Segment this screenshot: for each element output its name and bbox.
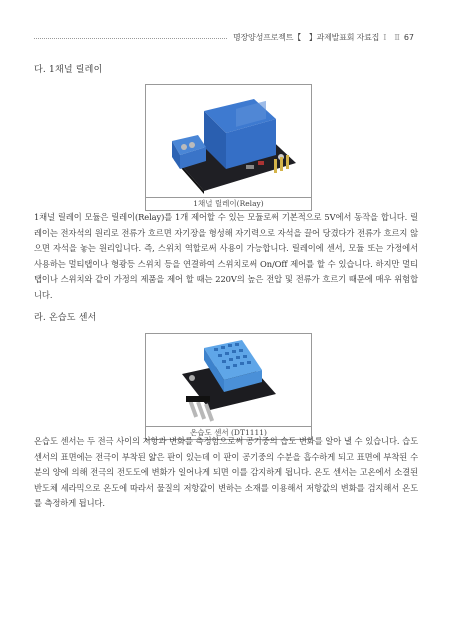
page-header	[34, 30, 414, 44]
figure-relay	[145, 84, 312, 211]
paragraph-sensor	[34, 434, 418, 512]
paragraph-relay-text: 1채널 릴레이 모듈은 릴레이(Relay)를 1개 제어할 수 있는 모듈로써 기본적으로 5V에서 동작을 합니다. 릴레이는 전자석의 원리로 전류가 흐르면 자기장을 형성해 자기력으로 자석을 끌어 당겼다가 전류가 흐르지 않으면 자석을 놓는 원리입니다. 즉, 스위치 역할로써 사용이 가능합니다. 릴레이에 센서, 모듈 또는 가정에서 사용하는 멀티탭이나 형광등 스위치 등을 연결하여 스위치로써 On/Off 제어를 할 수 있습니다. 하지만 멀티탭이나 스위치와 같이 가정의 제품을 제어 할 때는 220V의 높은 전압 및 전류가 흐르기 때문에 매우 위험합니다.	[34, 212, 418, 300]
header-separator: Ⅰ	[383, 32, 387, 42]
figure-caption-sensor: 온습도 센서 (DT1111)	[146, 426, 311, 439]
header-separator-2: Ⅱ	[394, 32, 400, 42]
section-title-relay: 다. 1채널 릴레이	[34, 65, 103, 75]
sensor-image	[146, 334, 311, 426]
figure-humidity-sensor	[145, 333, 312, 440]
section-title-sensor: 라. 온습도 센서	[34, 313, 97, 323]
page-number: 67	[403, 32, 414, 42]
header-title: 명장양성프로젝트【 】과제발표회 자료집	[233, 32, 380, 42]
paragraph-relay	[34, 210, 418, 303]
relay-image	[146, 85, 311, 197]
header-dotted-rule	[34, 38, 227, 39]
paragraph-sensor-text: 온습도 센서는 두 전극 사이의 저항과 변화를 측정함으로써 공기중의 습도 변화를 알아 낼 수 있습니다. 습도 센서의 표면에는 전극이 부착된 얇은 판이 있는데 이 판이 공기중의 수분을 흡수하게 되고 표면에 부착된 수분의 양에 의해 전극의 전도도에 변화가 일어나게 되면 이를 감지하게 됩니다. 온도 센서는 고온에서 소결된 반도체 세라믹으로 온도에 따라서 물질의 저항값이 변하는 소재를 이용해서 저항값의 변화를 검지해서 온도를 측정하게 됩니다.	[34, 436, 418, 508]
figure-caption-relay: 1채널 릴레이(Relay)	[146, 197, 311, 210]
